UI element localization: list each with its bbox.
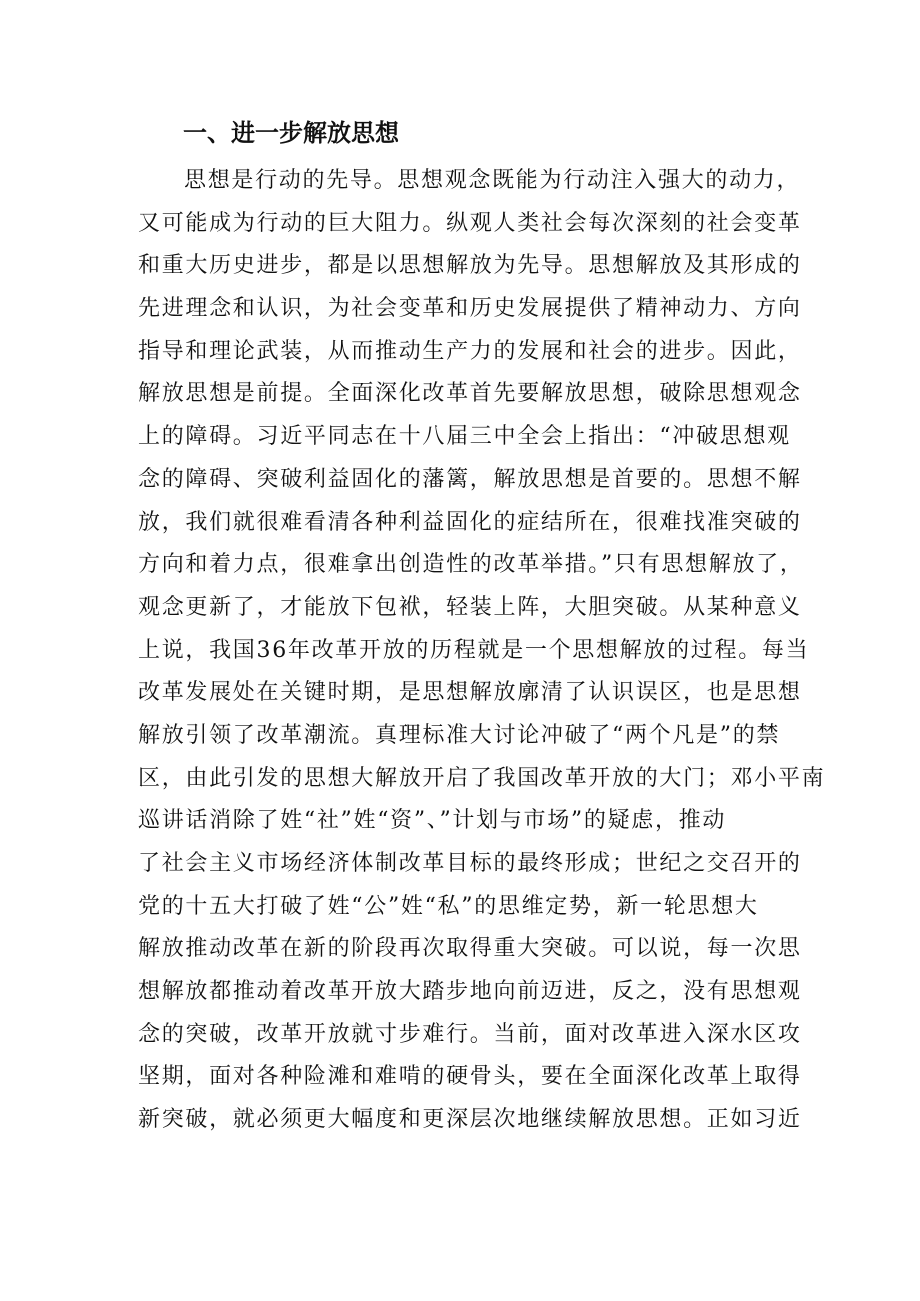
paragraph-line: 解放思想是前提。全面深化改革首先要解放思想，破除思想观念: [138, 381, 802, 407]
paragraph-line: 和重大历史进步，都是以思想解放为先导。思想解放及其形成的: [138, 253, 802, 279]
paragraph-line: 念的突破，改革开放就寸步难行。当前，面对改革进入深水区攻: [138, 1021, 802, 1047]
paragraph-line: 思想是行动的先导。思想观念既能为行动注入强大的动力，: [184, 168, 801, 193]
paragraph-line: 上说，我国36年改革开放的历程就是一个思想解放的过程。每当: [138, 637, 810, 663]
paragraph-line: 了社会主义市场经济体制改革目标的最终形成；世纪之交召开的: [138, 851, 802, 876]
paragraph-line: 想解放都推动着改革开放大踏步地向前迈进，反之，没有思想观: [138, 979, 802, 1005]
paragraph-line: 巡讲话消除了姓“社”姓“资”、”计划与市场”的疑虑，推动: [138, 808, 727, 834]
paragraph-line: 解放推动改革在新的阶段再次取得重大突破。可以说，每一次思: [138, 936, 802, 962]
paragraph-line: 改革发展处在关键时期，是思想解放廓清了认识误区，也是思想: [138, 680, 802, 706]
paragraph-line: 坚期，面对各种险滩和难啃的硬骨头，要在全面深化改革上取得: [138, 1064, 802, 1090]
paragraph-line: 念的障碍、突破利益固化的藩篱，解放思想是首要的。思想不解: [138, 466, 802, 492]
paragraph-line: 方向和着力点，很难拿出创造性的改革举措。”只有思想解放了，: [138, 552, 804, 578]
paragraph-line: 放，我们就很难看清各种利益固化的症结所在，很难找准突破的: [138, 509, 802, 535]
body-paragraph: [138, 160, 826, 1142]
paragraph-line: 党的十五大打破了姓“公”姓“私”的思维定势，新一轮思想大: [138, 893, 759, 919]
section-heading: 一、进一步解放思想: [183, 119, 399, 147]
paragraph-line: 区，由此引发的思想大解放开启了我国改革开放的大门；邓小平南: [138, 765, 826, 791]
paragraph-line: 观念更新了，才能放下包袱，轻装上阵，大胆突破。从某种意义: [138, 594, 802, 620]
paragraph-line: 上的障碍。习近平同志在十八届三中全会上指出：“冲破思想观: [138, 424, 791, 450]
paragraph-line: 又可能成为行动的巨大阻力。纵观人类社会每次深刻的社会变革: [138, 210, 802, 236]
paragraph-line: 解放引领了改革潮流。真理标准大讨论冲破了“两个凡是”的禁: [138, 722, 781, 748]
paragraph-line: 先进理念和认识，为社会变革和历史发展提供了精神动力、方向: [138, 296, 802, 322]
paragraph-line: 指导和理论武装，从而推动生产力的发展和社会的进步。因此，: [138, 338, 802, 364]
paragraph-line: 新突破，就必须更大幅度和更深层次地继续解放思想。正如习近: [138, 1107, 802, 1133]
